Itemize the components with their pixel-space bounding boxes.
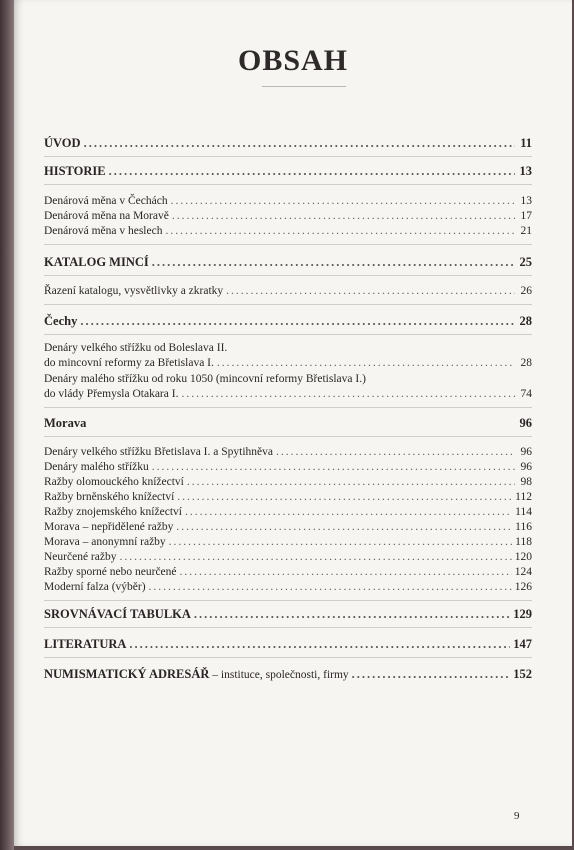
section-divider xyxy=(44,184,532,185)
toc-entry[interactable]: Řazení katalogu, vysvětlivky a zkratky ..... 26 xyxy=(44,284,532,298)
section-divider xyxy=(44,304,532,305)
toc-entry-srovnavaci-tabulka[interactable]: SROVNÁVACÍ TABULKA ..... 129 xyxy=(44,607,532,621)
toc-entry[interactable]: Moderní falza (výběr) ..... 126 xyxy=(44,580,532,594)
toc-entry-line[interactable]: Denáry malého střížku od roku 1050 (mincovní reformy Břetislava I.) xyxy=(44,373,366,385)
toc-entry[interactable]: Ražby sporné nebo neurčené ..... 124 xyxy=(44,565,532,579)
section-divider xyxy=(44,275,532,276)
toc-entry-katalog-minci[interactable]: KATALOG MINCÍ ..... 25 xyxy=(44,255,532,269)
toc-entry[interactable]: Denárová měna v Čechách ..... 13 xyxy=(44,194,532,208)
toc-entry[interactable]: Denáry velkého střížku Břetislava I. a Spytihněva ..... 96 xyxy=(44,445,532,459)
section-divider xyxy=(44,334,532,335)
section-divider xyxy=(44,600,532,601)
toc-entry-uvod[interactable]: ÚVOD ..... 11 xyxy=(44,136,532,150)
section-divider xyxy=(44,627,532,628)
toc-entry[interactable]: Ražby znojemského knížectví ..... 114 xyxy=(44,505,532,519)
toc-entry-cechy[interactable]: Čechy ..... 28 xyxy=(44,314,532,328)
toc-entry-literatura[interactable]: LITERATURA ..... 147 xyxy=(44,637,532,651)
toc-entry[interactable]: do vlády Přemysla Otakara I. ..... 74 xyxy=(44,387,532,401)
toc-entry[interactable]: Denáry malého střížku ..... 96 xyxy=(44,460,532,474)
toc-entry-numismaticky-adresar[interactable]: NUMISMATICKÝ ADRESÁŘ – instituce, společnosti, firmy ..... 152 xyxy=(44,667,532,682)
toc-entry[interactable]: do mincovní reformy za Břetislava I. ..... 28 xyxy=(44,356,532,370)
book-page xyxy=(14,0,572,846)
toc-entry-morava[interactable]: Morava 96 xyxy=(44,416,532,430)
toc-entry[interactable]: Ražby brněnského knížectví ..... 112 xyxy=(44,490,532,504)
section-divider xyxy=(44,407,532,408)
section-divider xyxy=(44,436,532,437)
title-underline xyxy=(262,86,346,87)
section-divider xyxy=(44,156,532,157)
toc-entry[interactable]: Ražby olomouckého knížectví ..... 98 xyxy=(44,475,532,489)
toc-entry[interactable]: Denárová měna na Moravě ..... 17 xyxy=(44,209,532,223)
page-title: OBSAH xyxy=(237,44,349,77)
page-number: 9 xyxy=(514,810,520,822)
section-divider xyxy=(44,244,532,245)
toc-entry[interactable]: Neurčené ražby ..... 120 xyxy=(44,550,532,564)
section-divider xyxy=(44,657,532,658)
toc-entry[interactable]: Morava – anonymní ražby ..... 118 xyxy=(44,535,532,549)
toc-entry[interactable]: Denárová měna v heslech ..... 21 xyxy=(44,224,532,238)
toc-entry[interactable]: Morava – nepřidělené ražby ..... 116 xyxy=(44,520,532,534)
toc-entry-line[interactable]: Denáry velkého střížku od Boleslava II. xyxy=(44,342,228,354)
toc-entry-historie[interactable]: HISTORIE ..... 13 xyxy=(44,164,532,178)
book-spine-shadow xyxy=(0,0,14,850)
